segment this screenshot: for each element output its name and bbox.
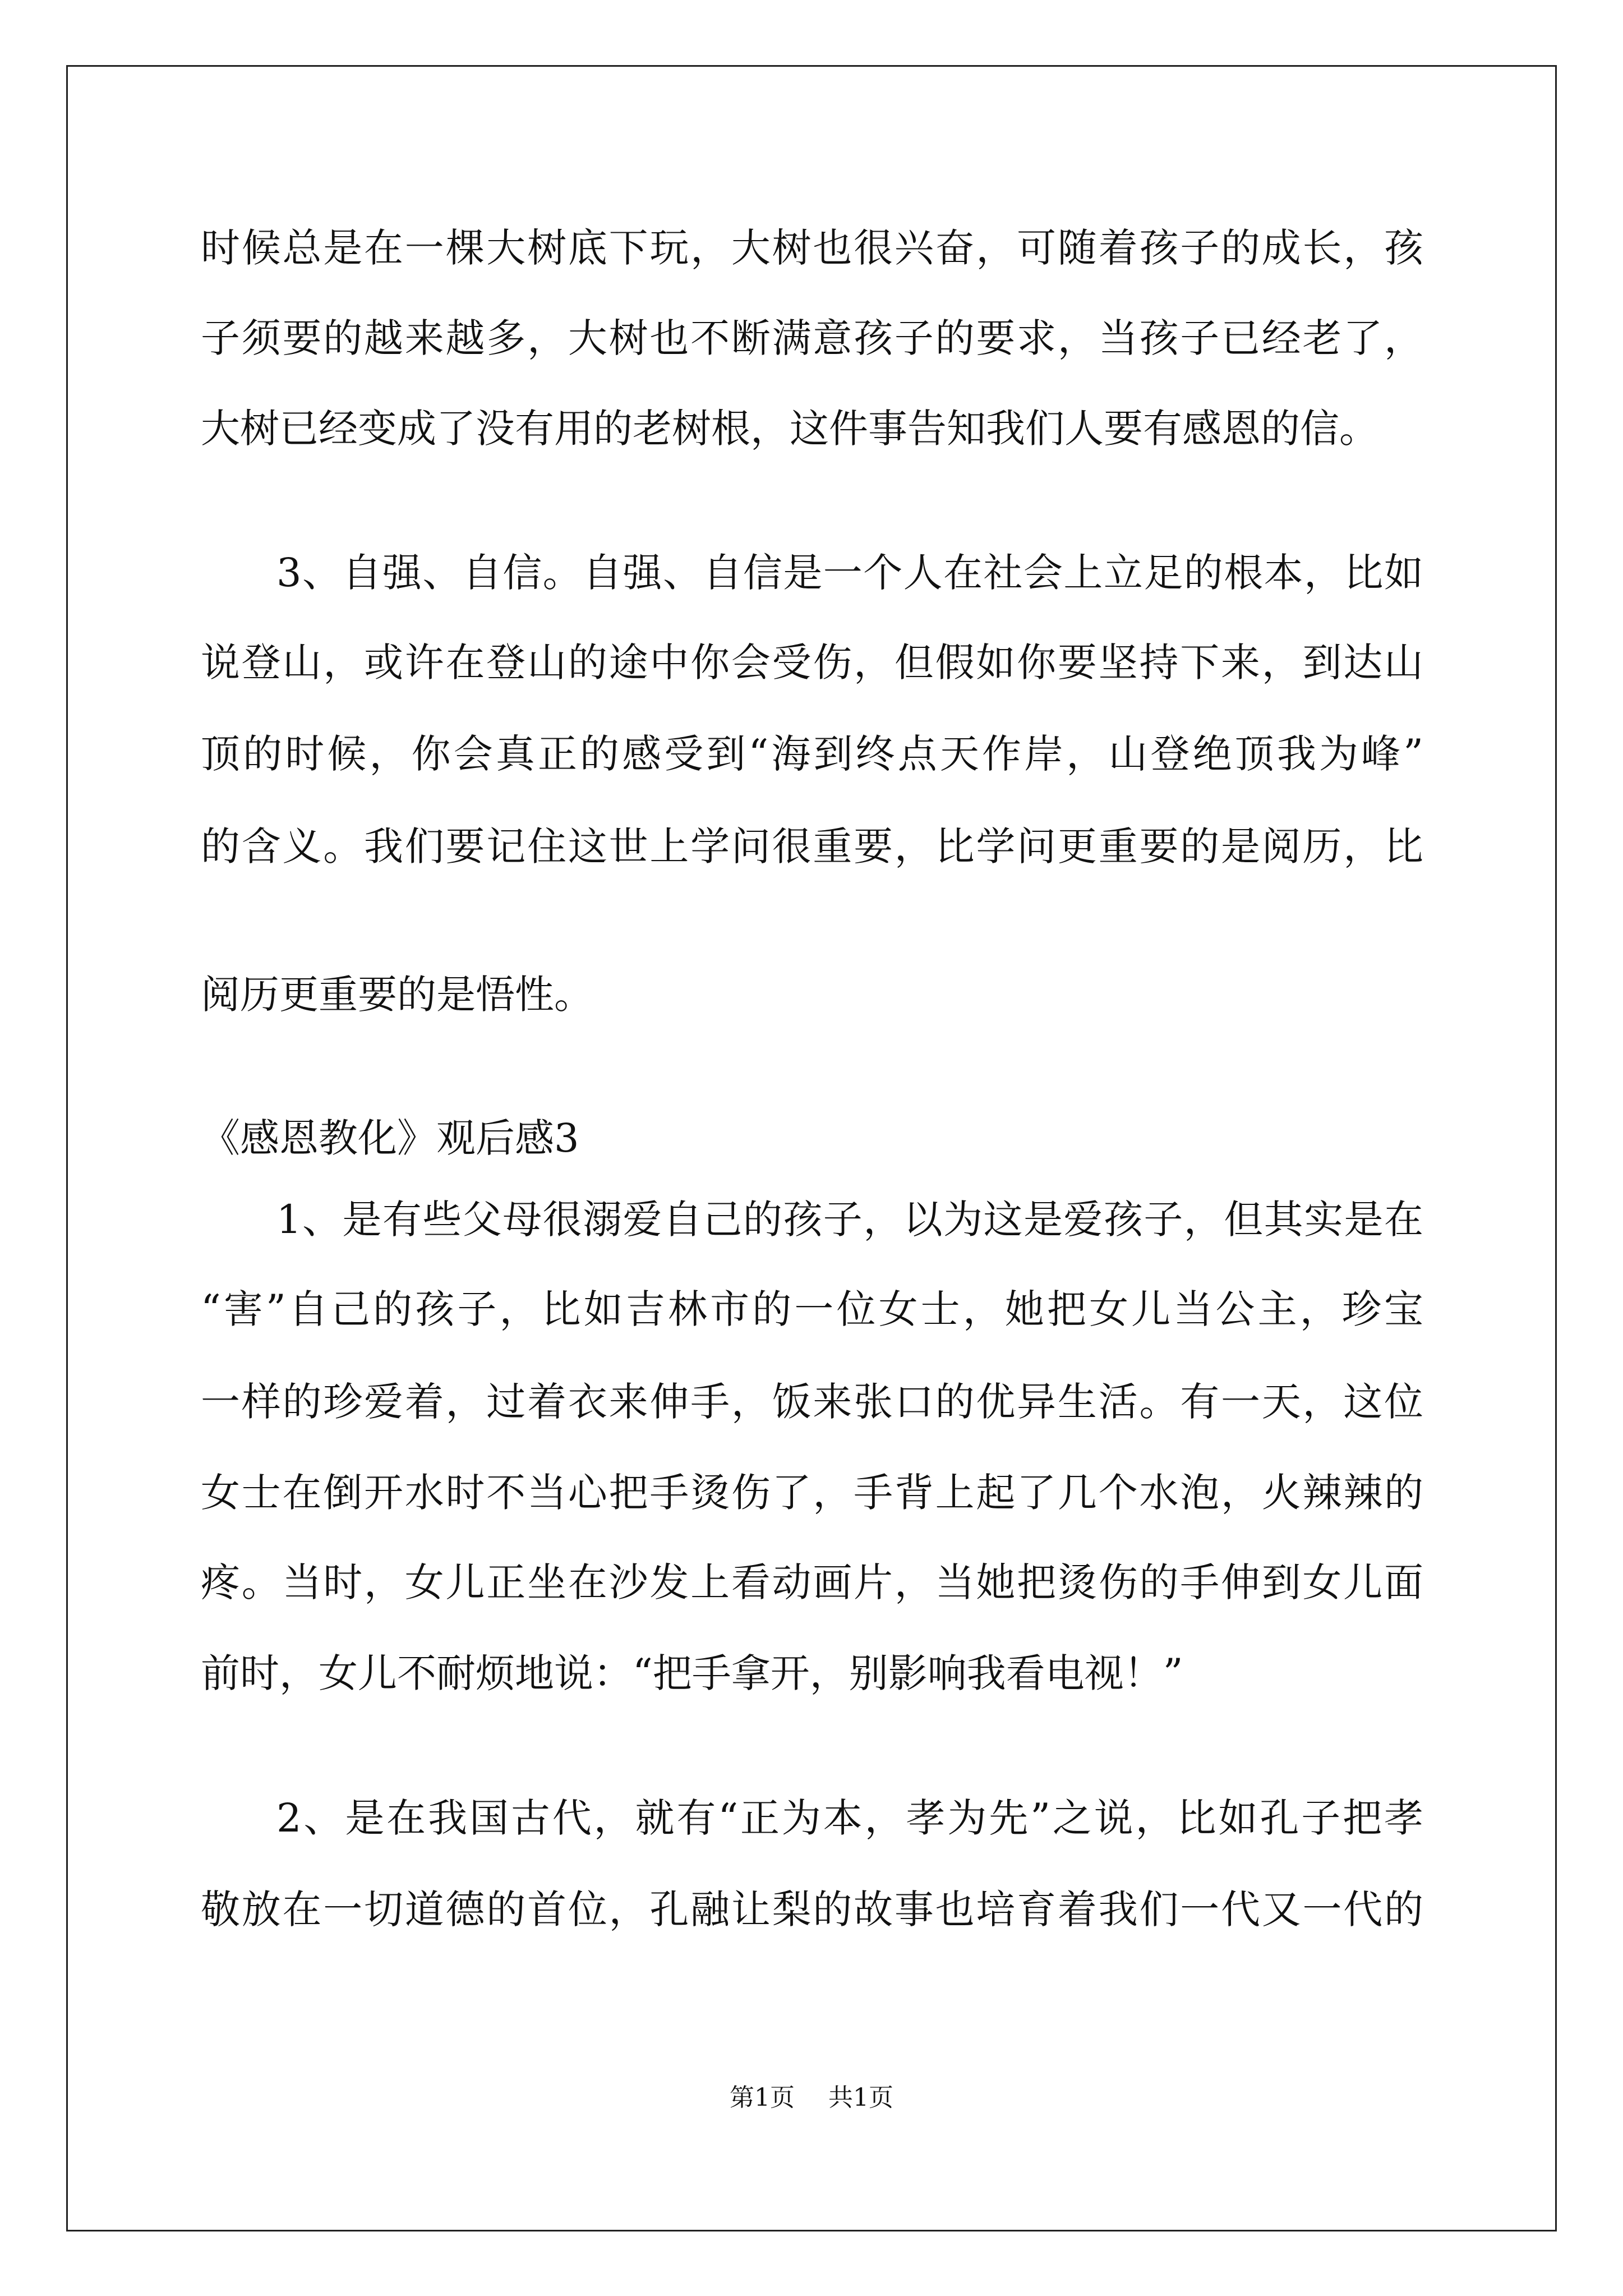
paragraph-line: 一样的珍爱着，过着衣来伸手，饭来张口的优异生活。有一天，这位 (201, 1379, 1423, 1425)
page-number: 第1页 (730, 2083, 795, 2112)
paragraph-line: 顶的时候，你会真正的感受到“海到终点天作岸，山登绝顶我为峰” (201, 731, 1423, 777)
paragraph-line: 阅历更重要的是悟性。 (201, 972, 593, 1018)
page-footer (0, 2081, 1623, 2115)
paragraph-line: 2、是在我国古代，就有“正为本，孝为先”之说，比如孔子把孝 (276, 1795, 1423, 1841)
paragraph-line: “害”自己的孩子，比如吉林市的一位女士，她把女儿当公主，珍宝 (201, 1286, 1423, 1332)
paragraph-line: 敬放在一切道德的首位，孔融让梨的故事也培育着我们一代又一代的 (201, 1887, 1423, 1932)
section-heading: 《感恩教化》观后感3 (201, 1115, 579, 1161)
page-total: 共1页 (828, 2083, 893, 2112)
paragraph-line: 疼。当时，女儿正坐在沙发上看动画片，当她把烫伤的手伸到女儿面 (201, 1559, 1423, 1605)
paragraph-line: 大树已经变成了没有用的老树根，这件事告知我们人要有感恩的信。 (201, 406, 1378, 452)
paragraph-line: 1、是有些父母很溺爱自己的孩子，以为这是爱孩子，但其实是在 (276, 1197, 1423, 1243)
paragraph-line: 子须要的越来越多，大树也不断满意孩子的要求，当孩子已经老了， (201, 315, 1423, 361)
paragraph-line: 说登山，或许在登山的途中你会受伤，但假如你要坚持下来，到达山 (201, 639, 1423, 685)
paragraph-line: 的含义。我们要记住这世上学问很重要，比学问更重要的是阅历，比 (201, 823, 1423, 869)
paragraph-line: 女士在倒开水时不当心把手烫伤了，手背上起了几个水泡，火辣辣的 (201, 1470, 1423, 1516)
paragraph-line: 前时，女儿不耐烦地说：“把手拿开，别影响我看电视！” (201, 1650, 1183, 1696)
paragraph-line: 3、自强、自信。自强、自信是一个人在社会上立足的根本，比如 (276, 550, 1423, 596)
paragraph-line: 时候总是在一棵大树底下玩，大树也很兴奋，可随着孩子的成长，孩 (201, 225, 1423, 271)
